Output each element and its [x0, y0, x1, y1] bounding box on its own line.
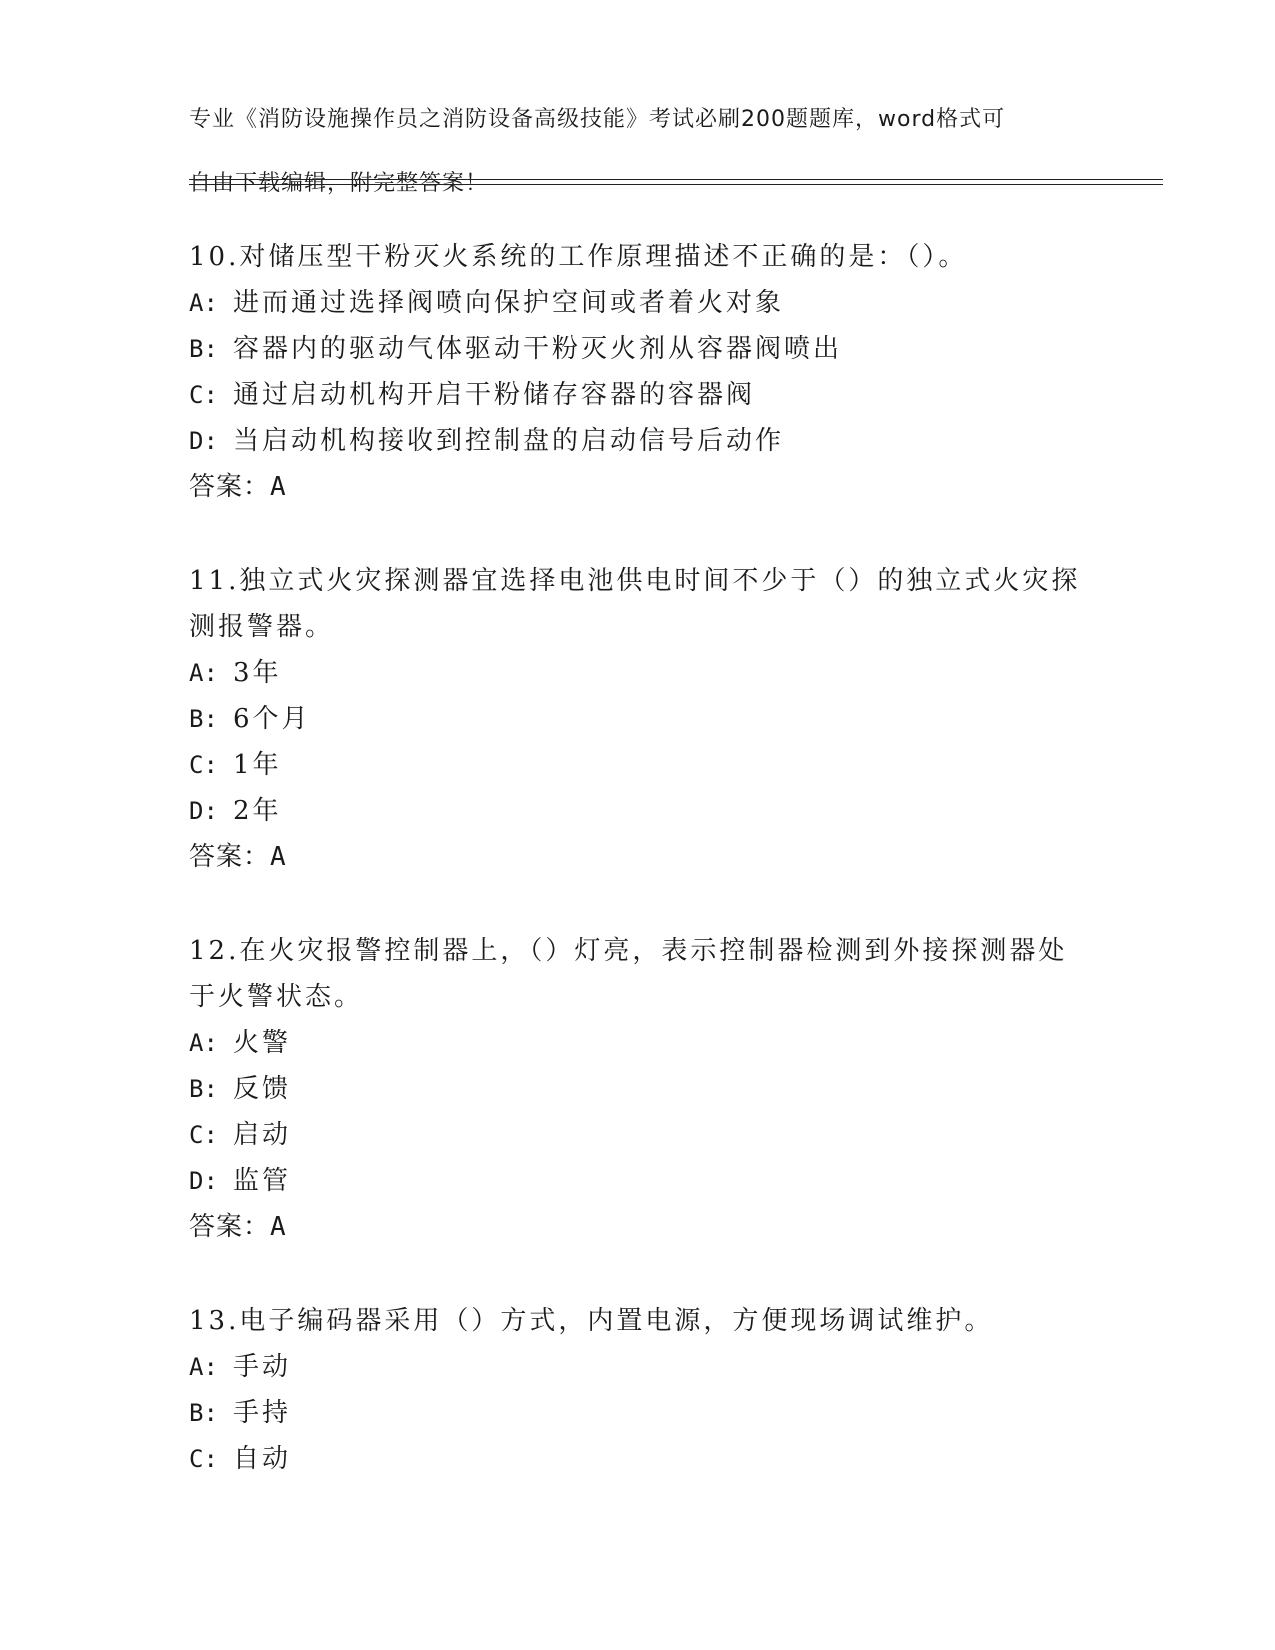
option-b	[189, 1390, 1089, 1436]
option-text: 自动	[233, 1444, 292, 1474]
document-header	[189, 72, 1089, 232]
answer-label: 答案：	[189, 472, 271, 502]
answer-value: A	[270, 472, 287, 502]
option-text: 通过启动机构开启干粉储存容器的容器阀	[233, 380, 756, 410]
option-letter: B:	[189, 705, 218, 733]
option-a	[189, 1344, 1089, 1390]
option-letter: B:	[189, 1399, 218, 1427]
option-a	[189, 280, 1089, 326]
question-stem: 11.独立式火灾探测器宜选择电池供电时间不少于（）的独立式火灾探测报警器。	[189, 566, 1081, 642]
option-letter: C:	[189, 1121, 218, 1149]
option-b	[189, 696, 1089, 742]
option-letter: A:	[189, 659, 218, 687]
option-b	[189, 1066, 1089, 1112]
option-text: 手持	[233, 1398, 292, 1428]
option-letter: D:	[189, 797, 218, 825]
question-13	[189, 1298, 1089, 1482]
question-stem: 10.对储压型干粉灭火系统的工作原理描述不正确的是：（）。	[189, 242, 968, 272]
question-12	[189, 928, 1089, 1250]
option-letter: B:	[189, 335, 218, 363]
option-d	[189, 418, 1089, 464]
header-line-1: 专业《消防设施操作员之消防设备高级技能》考试必刷200题题库，word格式可	[189, 107, 1006, 132]
option-c	[189, 742, 1089, 788]
option-text: 3年	[233, 658, 282, 688]
option-a	[189, 650, 1089, 696]
option-letter: B:	[189, 1075, 218, 1103]
header-line-2: 自由下载编辑，附完整答案！	[189, 171, 489, 196]
option-a	[189, 1020, 1089, 1066]
answer-line	[189, 834, 1089, 880]
header-rule-bottom	[189, 184, 1163, 185]
option-c	[189, 1436, 1089, 1482]
question-11	[189, 558, 1089, 880]
answer-value: A	[270, 1212, 287, 1242]
option-text: 启动	[233, 1120, 292, 1150]
answer-line	[189, 1204, 1089, 1250]
option-text: 火警	[233, 1028, 292, 1058]
option-text: 手动	[233, 1352, 292, 1382]
question-list	[189, 234, 1089, 1530]
option-letter: C:	[189, 751, 218, 779]
option-text: 2年	[233, 796, 282, 826]
option-letter: A:	[189, 1353, 218, 1381]
option-d	[189, 788, 1089, 834]
option-text: 当启动机构接收到控制盘的启动信号后动作	[233, 426, 785, 456]
option-letter: A:	[189, 289, 218, 317]
answer-value: A	[270, 842, 287, 872]
header-rule-top	[189, 179, 1163, 180]
answer-label: 答案：	[189, 1212, 271, 1242]
option-letter: A:	[189, 1029, 218, 1057]
option-letter: C:	[189, 1445, 218, 1473]
option-letter: C:	[189, 381, 218, 409]
option-letter: D:	[189, 1167, 218, 1195]
option-text: 进而通过选择阀喷向保护空间或者着火对象	[233, 288, 785, 318]
option-text: 1年	[233, 750, 282, 780]
option-c	[189, 372, 1089, 418]
option-text: 6个月	[233, 704, 311, 734]
option-b	[189, 326, 1089, 372]
answer-label: 答案：	[189, 842, 271, 872]
answer-line	[189, 464, 1089, 510]
option-text: 反馈	[233, 1074, 292, 1104]
question-10	[189, 234, 1089, 510]
option-c	[189, 1112, 1089, 1158]
option-letter: D:	[189, 427, 218, 455]
option-text: 容器内的驱动气体驱动干粉灭火剂从容器阀喷出	[233, 334, 843, 364]
option-d	[189, 1158, 1089, 1204]
question-stem: 12.在火灾报警控制器上，（）灯亮，表示控制器检测到外接探测器处于火警状态。	[189, 936, 1068, 1012]
option-text: 监管	[233, 1166, 292, 1196]
question-stem: 13.电子编码器采用（）方式，内置电源，方便现场调试维护。	[189, 1306, 994, 1336]
